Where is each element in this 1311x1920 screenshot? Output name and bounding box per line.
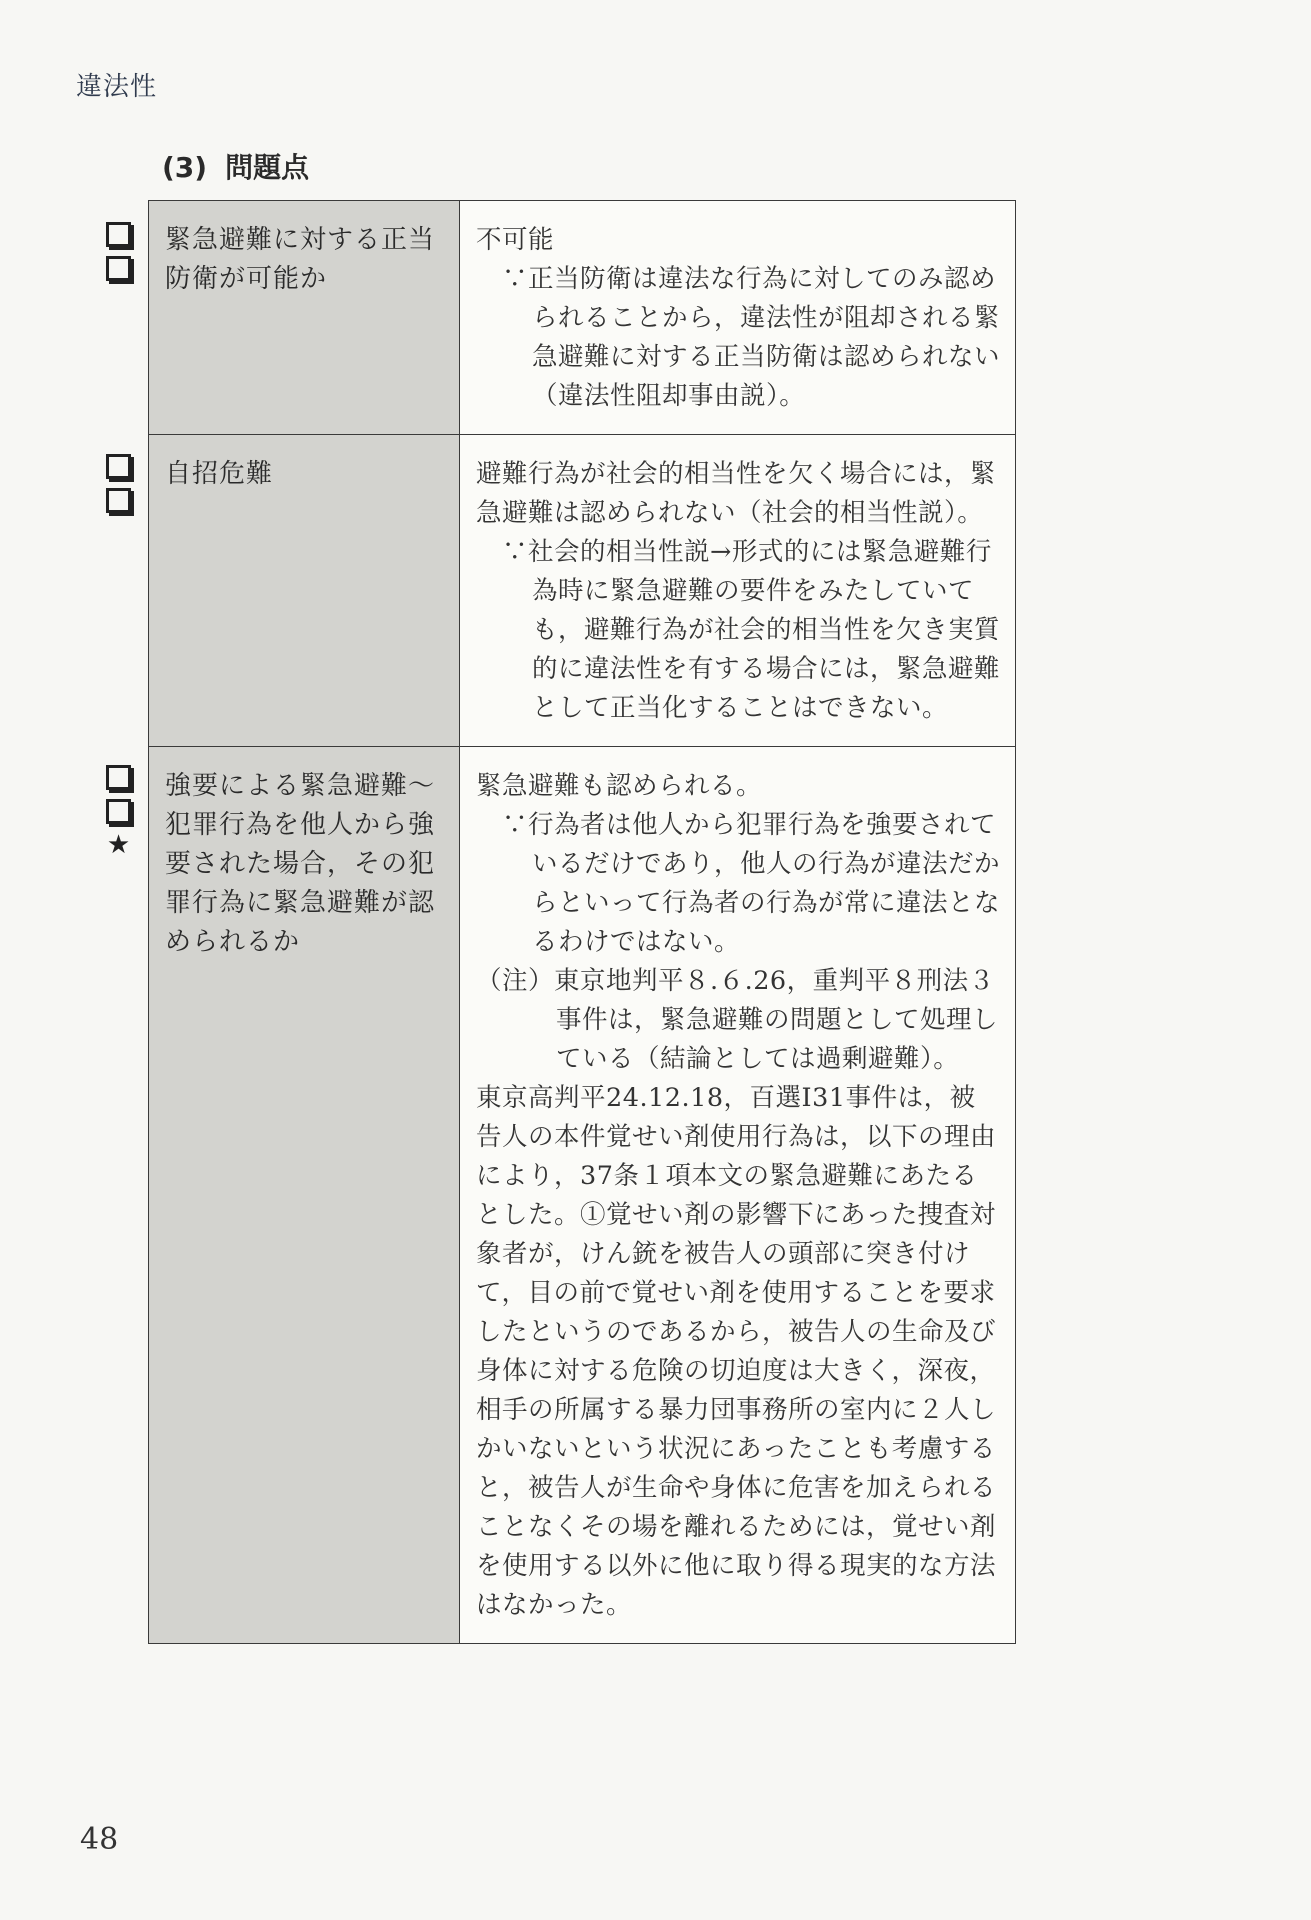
section-number: (3) bbox=[162, 151, 208, 184]
star-icon: ★ bbox=[106, 830, 131, 860]
issues-table bbox=[148, 200, 1016, 1644]
row-1-checkboxes bbox=[106, 222, 131, 290]
answer-cell bbox=[460, 201, 1016, 435]
answer-reason: ∵正当防衛は違法な行為に対してのみ認められることから，違法性が阻却される緊急避難に対する正当防衛は認められない（違法性阻却事由説）。 bbox=[502, 264, 1001, 411]
table-row bbox=[149, 747, 1016, 1644]
answer-reason: ∵行為者は他人から犯罪行為を強要されているだけであり，他人の行為が違法だからといって行為者の行為が常に違法となるわけではない。 bbox=[502, 810, 1001, 957]
answer-conclusion: 避難行為が社会的相当性を欠く場合には，緊急避難は認められない（社会的相当性説）。 bbox=[476, 459, 997, 528]
row-3-checkboxes bbox=[106, 765, 131, 860]
checkbox-icon[interactable] bbox=[106, 222, 131, 247]
section-heading bbox=[162, 146, 309, 186]
section-title: 問題点 bbox=[225, 151, 310, 184]
row-2-checkboxes bbox=[106, 454, 131, 522]
issue-cell: 自招危難 bbox=[149, 435, 460, 747]
answer-reason: ∵社会的相当性説→形式的には緊急避難行為時に緊急避難の要件をみたしていても，避難行為が社会的相当性を欠き実質的に違法性を有する場合には，緊急避難として正当化することはできない。 bbox=[502, 537, 1001, 723]
checkbox-icon[interactable] bbox=[106, 454, 131, 479]
checkbox-icon[interactable] bbox=[106, 488, 131, 513]
running-head: 違法性 bbox=[76, 72, 158, 102]
answer-cell bbox=[460, 747, 1016, 1644]
issue-cell: 緊急避難に対する正当防衛が可能か bbox=[149, 201, 460, 435]
checkbox-icon[interactable] bbox=[106, 256, 131, 281]
issue-cell: 強要による緊急避難～犯罪行為を他人から強要された場合，その犯罪行為に緊急避難が認められるか bbox=[149, 747, 460, 1644]
page-number: 48 bbox=[80, 1822, 119, 1857]
table-row bbox=[149, 435, 1016, 747]
checkbox-icon[interactable] bbox=[106, 765, 131, 790]
answer-cell bbox=[460, 435, 1016, 747]
answer-conclusion: 不可能 bbox=[476, 225, 555, 255]
table-row bbox=[149, 201, 1016, 435]
answer-note: （注）東京地判平８.６.26，重判平８刑法３事件は，緊急避難の問題として処理している（結論としては過剰避難）。 bbox=[476, 966, 999, 1074]
checkbox-icon[interactable] bbox=[106, 799, 131, 824]
answer-case: 東京高判平24.12.18，百選Ⅰ31事件は，被告人の本件覚せい剤使用行為は，以下の理由により，37条１項本文の緊急避難にあたるとした。①覚せい剤の影響下にあった捜査対象者が，けん銃を被告人の頭部に突き付けて，目の前で覚せい剤を使用することを要求したというのであるから，被告人の生命及び身体に対する危険の切迫度は大きく，深夜，相手の所属する暴力団事務所の室内に２人しかいないという状況にあったことも考慮すると，被告人が生命や身体に危害を加えられることなくその場を離れるためには，覚せい剤を使用する以外に他に取り得る現実的な方法はなかった。 bbox=[476, 1083, 997, 1620]
answer-conclusion: 緊急避難も認められる。 bbox=[476, 771, 763, 801]
